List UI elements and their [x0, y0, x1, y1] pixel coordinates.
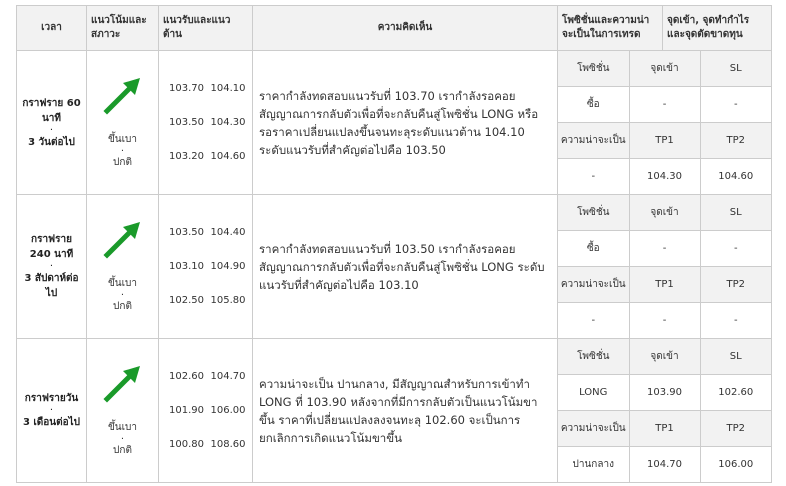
- grid-value: -: [558, 158, 629, 194]
- grid-value: ปานกลาง: [558, 446, 629, 482]
- resistance-value: 104.40: [210, 227, 246, 238]
- grid-row: [558, 446, 771, 482]
- level-pair: [169, 106, 252, 140]
- arrow-up-right-icon: [103, 363, 143, 403]
- grid-label: TP2: [700, 123, 771, 159]
- grid-value: 103.90: [629, 375, 700, 411]
- grid-value: ซื้อ: [558, 87, 629, 123]
- support-value: 103.50: [169, 227, 204, 238]
- header-comment: ความคิดเห็น: [253, 6, 558, 51]
- level-pair: [169, 360, 252, 394]
- grid-value: 106.00: [700, 446, 771, 482]
- resistance-value: 104.10: [210, 83, 246, 94]
- support-value: 101.90: [169, 405, 204, 416]
- grid-label: SL: [700, 195, 771, 231]
- timeframe-cell: [17, 51, 87, 195]
- header-trend: แนวโน้มและสภาวะ: [87, 6, 159, 51]
- levels-cell: [159, 195, 253, 339]
- grid-value: 102.60: [700, 375, 771, 411]
- support-value: 103.10: [169, 261, 204, 272]
- grid-label: ความน่าจะเป็น: [558, 267, 629, 303]
- grid-label: ความน่าจะเป็น: [558, 411, 629, 447]
- grid-value: -: [700, 87, 771, 123]
- grid-row: [558, 51, 771, 87]
- grid-value: -: [629, 87, 700, 123]
- arrow-up-right-icon: [103, 219, 143, 259]
- timeframe-cell: [17, 339, 87, 483]
- separator-dot: ·: [120, 434, 125, 445]
- support-value: 103.50: [169, 117, 204, 128]
- trend-condition: ปกติ: [113, 157, 132, 168]
- level-pair: [169, 428, 252, 462]
- grid-value: LONG: [558, 375, 629, 411]
- grid-value: 104.70: [629, 446, 700, 482]
- grid-label: TP2: [700, 411, 771, 447]
- grid-row: [558, 411, 771, 447]
- header-row: [17, 6, 772, 51]
- trend-strength: ขึ้นเบา: [107, 134, 138, 145]
- resistance-value: 104.60: [210, 151, 246, 162]
- grid-label: โพซิชั่น: [558, 339, 629, 375]
- grid-value: -: [629, 302, 700, 338]
- support-value: 102.50: [169, 295, 204, 306]
- grid-label: TP1: [629, 123, 700, 159]
- grid-row: [558, 87, 771, 123]
- arrow-up-right-icon: [103, 75, 143, 115]
- level-pair: [169, 140, 252, 174]
- trend-cell: [87, 51, 159, 195]
- grid-row: [558, 158, 771, 194]
- resistance-value: 104.90: [210, 261, 246, 272]
- comment-cell: ราคากำลังทดสอบแนวรับที่ 103.50 เรากำลังรอคอยสัญญาณการกลับตัวเพื่อที่จะกลับคืนสู่โพซิชั่น LONG ระดับแนวรับที่สำคัญต่อไปคือ 103.10: [253, 195, 558, 339]
- level-pair: [169, 394, 252, 428]
- comment-cell: ราคากำลังทดสอบแนวรับที่ 103.70 เรากำลังรอคอยสัญญาณการกลับตัวเพื่อที่จะกลับคืนสู่โพซิชั่น LONG หรือรอราคาเปลี่ยนแปลงขึ้นจนทะลุระดับแนวต้าน 104.10 ระดับแนวรับที่สำคัญต่อไปคือ 103.50: [253, 51, 558, 195]
- horizon-label: 3 เดือนต่อไป: [22, 417, 81, 428]
- separator-dot: ·: [120, 146, 125, 157]
- table-row: [17, 195, 772, 339]
- trend-strength: ขึ้นเบา: [107, 278, 138, 289]
- trend-cell: [87, 195, 159, 339]
- timeframe-cell: [17, 195, 87, 339]
- separator-dot: ·: [120, 290, 125, 301]
- grid-row: [558, 231, 771, 267]
- grid-value: -: [629, 231, 700, 267]
- grid-label: TP2: [700, 267, 771, 303]
- comment-cell: ความน่าจะเป็น ปานกลาง, มีสัญญาณสำหรับการเข้าทำ LONG ที่ 103.90 หลังจากที่มีการกลับตัวเป็นแนวโน้มขาขึ้น ราคาที่เปลี่ยนแปลงลงจนทะลุ 102.60 จะเป็นการยกเลิกการเกิดแนวโน้มขาขึ้น: [253, 339, 558, 483]
- horizon-label: 3 สัปดาห์ต่อไป: [24, 273, 79, 299]
- trend-condition: ปกติ: [113, 301, 132, 312]
- resistance-value: 104.30: [210, 117, 246, 128]
- resistance-value: 106.00: [210, 405, 246, 416]
- timeframe-label: กราฟราย 240 นาที: [29, 234, 74, 260]
- trend-condition: ปกติ: [113, 445, 132, 456]
- levels-cell: [159, 51, 253, 195]
- position-grid-cell: [558, 339, 772, 483]
- position-grid-cell: [558, 51, 772, 195]
- grid-value: ซื้อ: [558, 231, 629, 267]
- forecast-table: [16, 5, 772, 483]
- table-row: [17, 339, 772, 483]
- resistance-value: 105.80: [210, 295, 246, 306]
- grid-value: 104.30: [629, 158, 700, 194]
- grid-value: -: [700, 231, 771, 267]
- grid-value: -: [700, 302, 771, 338]
- grid-label: SL: [700, 51, 771, 87]
- support-value: 103.70: [169, 83, 204, 94]
- header-levels: แนวรับและแนวต้าน: [159, 6, 253, 51]
- grid-row: [558, 195, 771, 231]
- grid-row: [558, 267, 771, 303]
- trend-strength: ขึ้นเบา: [107, 422, 138, 433]
- support-value: 102.60: [169, 371, 204, 382]
- level-pair: [169, 72, 252, 106]
- position-grid: [558, 51, 771, 194]
- grid-label: SL: [700, 339, 771, 375]
- grid-row: [558, 302, 771, 338]
- separator-dot: ·: [49, 405, 54, 416]
- grid-value: 104.60: [700, 158, 771, 194]
- grid-label: ความน่าจะเป็น: [558, 123, 629, 159]
- position-grid-cell: [558, 195, 772, 339]
- grid-row: [558, 375, 771, 411]
- header-entry: จุดเข้า, จุดทำกำไรและจุดตัดขาดทุน: [663, 6, 772, 51]
- grid-row: [558, 123, 771, 159]
- separator-dot: ·: [49, 261, 54, 272]
- timeframe-label: กราฟราย 60 นาที: [22, 97, 81, 124]
- grid-label: TP1: [629, 267, 700, 303]
- grid-label: โพซิชั่น: [558, 51, 629, 87]
- levels-cell: [159, 339, 253, 483]
- table-row: [17, 51, 772, 195]
- grid-label: โพซิชั่น: [558, 195, 629, 231]
- grid-value: -: [558, 302, 629, 338]
- position-grid: [558, 195, 771, 338]
- resistance-value: 108.60: [210, 439, 246, 450]
- grid-row: [558, 339, 771, 375]
- support-value: 103.20: [169, 151, 204, 162]
- header-time: เวลา: [17, 6, 87, 51]
- timeframe-label: กราฟรายวัน: [24, 393, 79, 404]
- level-pair: [169, 216, 252, 250]
- separator-dot: ·: [49, 124, 54, 136]
- grid-label: จุดเข้า: [629, 51, 700, 87]
- grid-label: TP1: [629, 411, 700, 447]
- level-pair: [169, 284, 252, 318]
- horizon-label: 3 วันต่อไป: [28, 136, 75, 148]
- trend-cell: [87, 339, 159, 483]
- resistance-value: 104.70: [210, 371, 246, 382]
- grid-label: จุดเข้า: [629, 195, 700, 231]
- support-value: 100.80: [169, 439, 204, 450]
- header-position: โพซิชั่นและความน่าจะเป็นในการเทรด: [558, 6, 663, 51]
- level-pair: [169, 250, 252, 284]
- position-grid: [558, 339, 771, 482]
- grid-label: จุดเข้า: [629, 339, 700, 375]
